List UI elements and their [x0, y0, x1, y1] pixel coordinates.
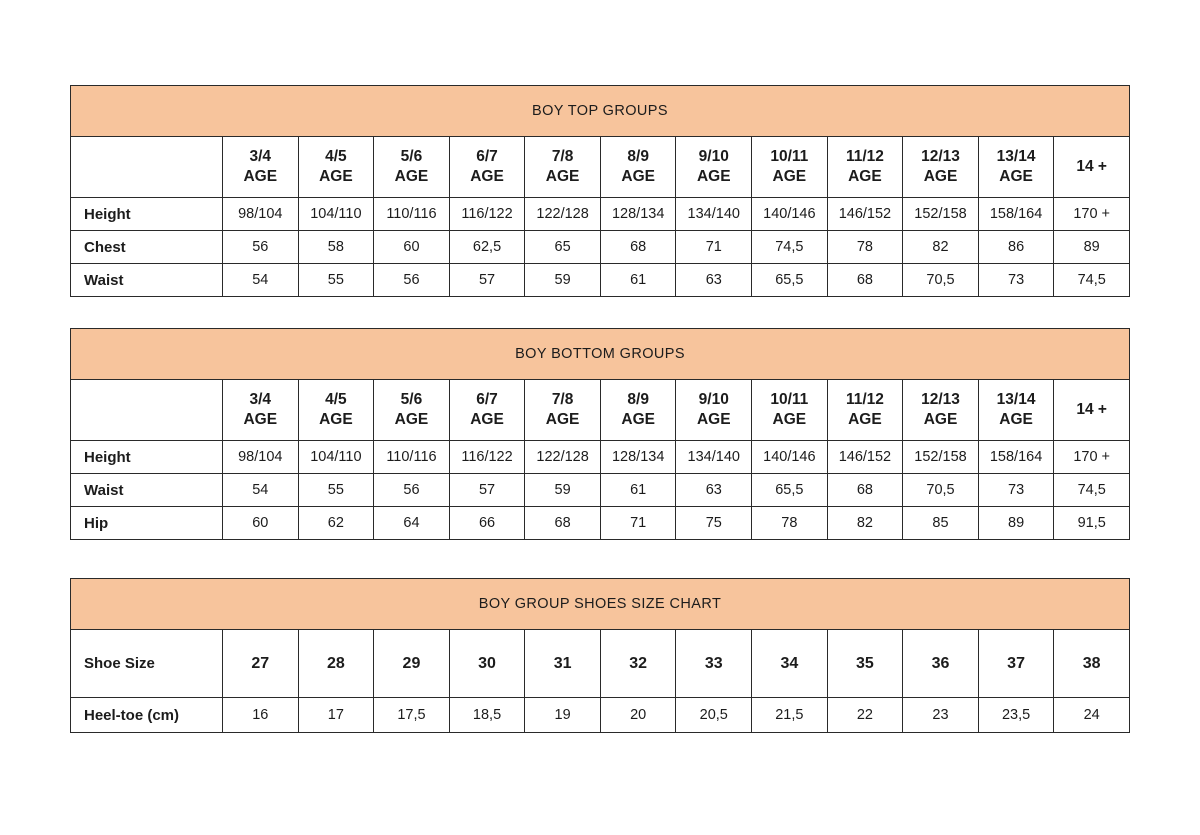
- value-cell: 73: [978, 264, 1054, 297]
- age-unit-label: AGE: [243, 168, 278, 185]
- value-cell: 18,5: [449, 698, 525, 733]
- value-cell: 68: [600, 231, 676, 264]
- age-unit-label: AGE: [394, 168, 429, 185]
- age-range-label: 5/6: [400, 148, 423, 165]
- value-cell: 116/122: [449, 441, 525, 474]
- age-range-label: 12/13: [921, 391, 960, 408]
- age-unit-label: AGE: [470, 411, 504, 428]
- age-header-cell: [298, 137, 374, 198]
- value-cell: 110/116: [374, 198, 450, 231]
- title-band-row: [71, 329, 1130, 380]
- age-header-cell: [903, 380, 979, 441]
- value-cell: 85: [903, 507, 979, 540]
- age-header-cell: [600, 137, 676, 198]
- value-cell: 73: [978, 474, 1054, 507]
- value-cell: 56: [374, 264, 450, 297]
- value-cell: 22: [827, 698, 903, 733]
- age-range-label: 9/10: [698, 391, 729, 408]
- table-row: [71, 198, 1130, 231]
- table-title: BOY TOP GROUPS: [71, 86, 1130, 137]
- row-label: Waist: [71, 264, 223, 297]
- row-label: Height: [71, 198, 223, 231]
- age-range-label: 6/7: [476, 391, 498, 408]
- value-cell: 140/146: [752, 198, 828, 231]
- value-cell: 146/152: [827, 198, 903, 231]
- age-range-label: 10/11: [770, 391, 809, 408]
- value-cell: 140/146: [752, 441, 828, 474]
- value-cell: 104/110: [298, 441, 374, 474]
- value-cell: 57: [449, 264, 525, 297]
- row-label: Height: [71, 441, 223, 474]
- value-cell: 66: [449, 507, 525, 540]
- value-cell: 63: [676, 264, 752, 297]
- value-cell: 24: [1054, 698, 1130, 733]
- value-cell: 70,5: [903, 474, 979, 507]
- value-cell: 104/110: [298, 198, 374, 231]
- value-cell: 65,5: [752, 474, 828, 507]
- value-cell: 70,5: [903, 264, 979, 297]
- age-range-label: 3/4: [249, 148, 272, 165]
- age-range-label: 8/9: [627, 391, 649, 408]
- age-range-label: 3/4: [249, 391, 272, 408]
- boy-top-groups-grid: [70, 85, 1130, 297]
- age-header-cell: [676, 380, 752, 441]
- age-header-cell: [978, 137, 1054, 198]
- value-cell: 82: [827, 507, 903, 540]
- age-range-label: 14 +: [1076, 401, 1107, 418]
- value-cell: 30: [449, 630, 525, 698]
- age-header-cell: [298, 380, 374, 441]
- age-range-label: 8/9: [627, 148, 649, 165]
- value-cell: 146/152: [827, 441, 903, 474]
- age-range-label: 13/14: [996, 391, 1036, 408]
- table-row: [71, 231, 1130, 264]
- age-unit-label: AGE: [545, 411, 580, 428]
- value-cell: 37: [978, 630, 1054, 698]
- age-header-row: [71, 137, 1130, 198]
- age-unit-label: AGE: [923, 168, 958, 185]
- value-cell: 27: [223, 630, 299, 698]
- table-row: [71, 698, 1130, 733]
- value-cell: 32: [600, 630, 676, 698]
- age-header-cell: [752, 137, 828, 198]
- value-cell: 122/128: [525, 441, 601, 474]
- row-label: Shoe Size: [71, 630, 223, 698]
- age-header-cell: [525, 137, 601, 198]
- age-range-label: 10/11: [770, 148, 809, 165]
- age-header-cell: [223, 137, 299, 198]
- age-unit-label: AGE: [923, 411, 958, 428]
- value-cell: 59: [525, 474, 601, 507]
- value-cell: 71: [600, 507, 676, 540]
- row-label: Hip: [71, 507, 223, 540]
- value-cell: 56: [223, 231, 299, 264]
- value-cell: 23: [903, 698, 979, 733]
- value-cell: 68: [827, 264, 903, 297]
- age-header-cell: [1054, 380, 1130, 441]
- table-row: [71, 507, 1130, 540]
- value-cell: 35: [827, 630, 903, 698]
- value-cell: 78: [827, 231, 903, 264]
- age-unit-label: AGE: [319, 411, 353, 428]
- age-range-label: 11/12: [845, 148, 884, 165]
- age-range-label: 4/5: [325, 148, 347, 165]
- value-cell: 158/164: [978, 441, 1054, 474]
- value-cell: 89: [978, 507, 1054, 540]
- age-header-cell: [827, 137, 903, 198]
- value-cell: 65,5: [752, 264, 828, 297]
- value-cell: 28: [298, 630, 374, 698]
- corner-cell: [71, 137, 223, 198]
- age-unit-label: AGE: [696, 411, 731, 428]
- value-cell: 57: [449, 474, 525, 507]
- age-header-cell: [903, 137, 979, 198]
- value-cell: 122/128: [525, 198, 601, 231]
- row-label: Chest: [71, 231, 223, 264]
- value-cell: 19: [525, 698, 601, 733]
- value-cell: 36: [903, 630, 979, 698]
- age-header-cell: [223, 380, 299, 441]
- age-unit-label: AGE: [696, 168, 731, 185]
- value-cell: 55: [298, 264, 374, 297]
- value-cell: 110/116: [374, 441, 450, 474]
- value-cell: 152/158: [903, 441, 979, 474]
- table-row: [71, 630, 1130, 698]
- value-cell: 75: [676, 507, 752, 540]
- age-header-cell: [978, 380, 1054, 441]
- value-cell: 23,5: [978, 698, 1054, 733]
- table-title: BOY GROUP SHOES SIZE CHART: [71, 579, 1130, 630]
- value-cell: 60: [374, 231, 450, 264]
- value-cell: 61: [600, 264, 676, 297]
- value-cell: 64: [374, 507, 450, 540]
- age-range-label: 13/14: [996, 148, 1036, 165]
- age-unit-label: AGE: [772, 168, 807, 185]
- age-header-cell: [1054, 137, 1130, 198]
- value-cell: 91,5: [1054, 507, 1130, 540]
- value-cell: 68: [525, 507, 601, 540]
- age-unit-label: AGE: [621, 168, 655, 185]
- value-cell: 71: [676, 231, 752, 264]
- age-unit-label: AGE: [848, 411, 882, 428]
- age-header-cell: [827, 380, 903, 441]
- age-unit-label: AGE: [999, 411, 1033, 428]
- age-unit-label: AGE: [621, 411, 655, 428]
- value-cell: 134/140: [676, 198, 752, 231]
- value-cell: 134/140: [676, 441, 752, 474]
- age-header-cell: [676, 137, 752, 198]
- age-header-cell: [374, 380, 450, 441]
- table-title: BOY BOTTOM GROUPS: [71, 329, 1130, 380]
- row-label: Waist: [71, 474, 223, 507]
- value-cell: 74,5: [1054, 474, 1130, 507]
- table-row: [71, 264, 1130, 297]
- age-range-label: 11/12: [845, 391, 884, 408]
- value-cell: 116/122: [449, 198, 525, 231]
- boy-top-groups-table: [70, 85, 1130, 297]
- boy-group-shoes-grid: [70, 578, 1130, 733]
- value-cell: 78: [752, 507, 828, 540]
- value-cell: 17,5: [374, 698, 450, 733]
- value-cell: 86: [978, 231, 1054, 264]
- value-cell: 56: [374, 474, 450, 507]
- age-unit-label: AGE: [394, 411, 429, 428]
- value-cell: 128/134: [600, 441, 676, 474]
- corner-cell: [71, 380, 223, 441]
- age-range-label: 7/8: [551, 148, 574, 165]
- value-cell: 74,5: [752, 231, 828, 264]
- value-cell: 74,5: [1054, 264, 1130, 297]
- age-header-cell: [600, 380, 676, 441]
- value-cell: 170 +: [1054, 198, 1130, 231]
- value-cell: 68: [827, 474, 903, 507]
- title-band-row: [71, 579, 1130, 630]
- table-row: [71, 474, 1130, 507]
- age-unit-label: AGE: [999, 168, 1033, 185]
- boy-bottom-groups-grid: [70, 328, 1130, 540]
- age-unit-label: AGE: [772, 411, 807, 428]
- age-range-label: 12/13: [921, 148, 960, 165]
- table-row: [71, 441, 1130, 474]
- age-range-label: 7/8: [551, 391, 574, 408]
- value-cell: 82: [903, 231, 979, 264]
- value-cell: 54: [223, 474, 299, 507]
- value-cell: 20,5: [676, 698, 752, 733]
- value-cell: 89: [1054, 231, 1130, 264]
- value-cell: 58: [298, 231, 374, 264]
- value-cell: 33: [676, 630, 752, 698]
- age-unit-label: AGE: [243, 411, 278, 428]
- value-cell: 62,5: [449, 231, 525, 264]
- value-cell: 20: [600, 698, 676, 733]
- age-header-cell: [449, 380, 525, 441]
- value-cell: 31: [525, 630, 601, 698]
- boy-group-shoes-table: [70, 578, 1130, 733]
- age-header-cell: [449, 137, 525, 198]
- value-cell: 65: [525, 231, 601, 264]
- value-cell: 21,5: [752, 698, 828, 733]
- value-cell: 38: [1054, 630, 1130, 698]
- value-cell: 170 +: [1054, 441, 1130, 474]
- age-unit-label: AGE: [470, 168, 504, 185]
- value-cell: 152/158: [903, 198, 979, 231]
- value-cell: 98/104: [223, 441, 299, 474]
- boy-bottom-groups-table: [70, 328, 1130, 540]
- age-range-label: 6/7: [476, 148, 498, 165]
- age-unit-label: AGE: [848, 168, 882, 185]
- age-range-label: 5/6: [400, 391, 423, 408]
- age-unit-label: AGE: [545, 168, 580, 185]
- value-cell: 59: [525, 264, 601, 297]
- value-cell: 61: [600, 474, 676, 507]
- value-cell: 55: [298, 474, 374, 507]
- age-header-cell: [525, 380, 601, 441]
- value-cell: 158/164: [978, 198, 1054, 231]
- value-cell: 34: [752, 630, 828, 698]
- value-cell: 98/104: [223, 198, 299, 231]
- value-cell: 29: [374, 630, 450, 698]
- row-label: Heel-toe (cm): [71, 698, 223, 733]
- value-cell: 60: [223, 507, 299, 540]
- age-header-cell: [374, 137, 450, 198]
- value-cell: 128/134: [600, 198, 676, 231]
- title-band-row: [71, 86, 1130, 137]
- age-unit-label: AGE: [319, 168, 353, 185]
- age-range-label: 14 +: [1076, 158, 1107, 175]
- value-cell: 16: [223, 698, 299, 733]
- value-cell: 62: [298, 507, 374, 540]
- age-header-row: [71, 380, 1130, 441]
- age-header-cell: [752, 380, 828, 441]
- age-range-label: 9/10: [698, 148, 729, 165]
- value-cell: 17: [298, 698, 374, 733]
- value-cell: 54: [223, 264, 299, 297]
- age-range-label: 4/5: [325, 391, 347, 408]
- value-cell: 63: [676, 474, 752, 507]
